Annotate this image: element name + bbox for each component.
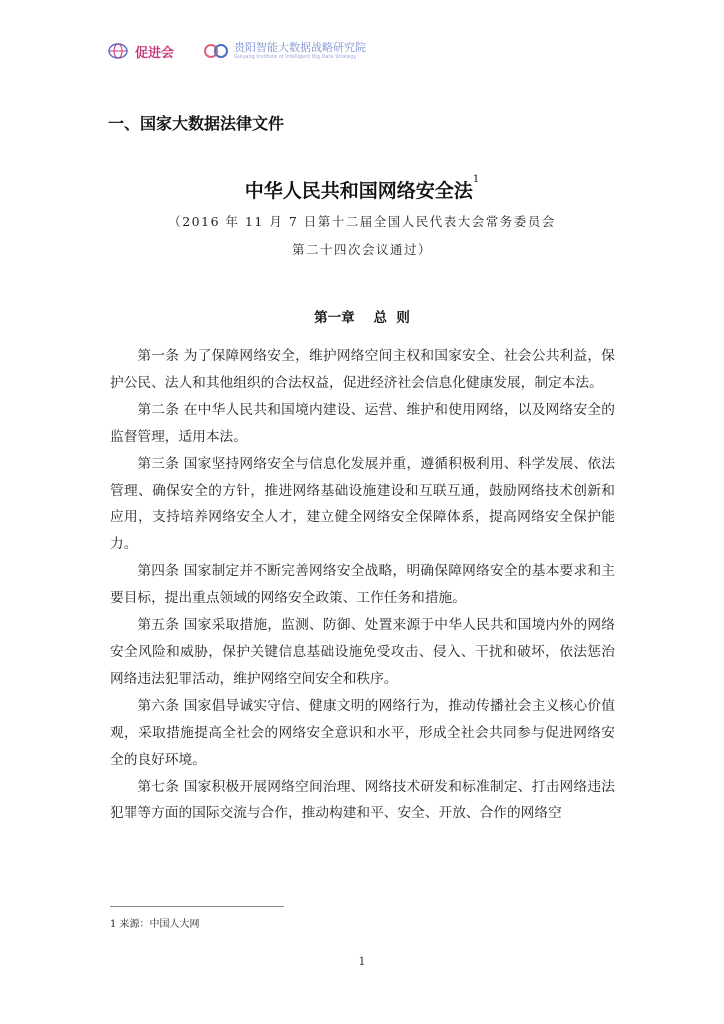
globe-logo-icon bbox=[107, 42, 129, 60]
article-3: 第三条 国家坚持网络安全与信息化发展并重，遵循积极利用、科学发展、依法管理、确保安全的方针，推进网络基础设施建设和互联互通，鼓励网络技术创新和应用，支持培养网络安全人才，建立健全网络安全保障体系，提高网络安全保护能力。 bbox=[110, 455, 615, 553]
article-2: 第二条 在中华人民共和国境内建设、运营、维护和使用网络，以及网络安全的监督管理，适用本法。 bbox=[110, 401, 615, 445]
law-title bbox=[0, 176, 724, 203]
law-subtitle-line1: （2016 年 11 月 7 日第十二届全国人民代表大会常务委员会 bbox=[168, 214, 556, 229]
research-institute-logo bbox=[202, 42, 366, 60]
law-subtitle-line2: 第二十四次会议通过） bbox=[291, 242, 432, 257]
footnote-reference[interactable]: 1 bbox=[472, 174, 480, 185]
article-1: 第一条 为了保障网络安全，维护网络空间主权和国家安全、社会公共利益，保护公民、法人和其他组织的合法权益，促进经济社会信息化健康发展，制定本法。 bbox=[110, 348, 615, 391]
article-7: 第七条 国家积极开展网络空间治理、网络技术研发和标准制定、打击网络违法犯罪等方面的国际交流与合作，推动构建和平、安全、开放、合作的网络空 bbox=[110, 778, 615, 822]
article-4: 第四条 国家制定并不断完善网络安全战略，明确保障网络安全的基本要求和主要目标，提出重点领域的网络安全政策、工作任务和措施。 bbox=[110, 563, 615, 607]
chapter-title: 第一章 总 则 bbox=[314, 310, 410, 326]
article-5: 第五条 国家采取措施，监测、防御、处置来源于中华人民共和国境内外的网络安全风险和威胁，保护关键信息基础设施免受攻击、侵入、干扰和破坏，依法惩治网络违法犯罪活动，维护网络空间安全和秩序。 bbox=[110, 617, 615, 687]
promotion-association-logo bbox=[107, 42, 174, 61]
footnote-divider bbox=[110, 906, 284, 907]
page-header bbox=[107, 40, 366, 62]
footnote: 1 来源：中国人大网 bbox=[110, 919, 200, 930]
infinity-logo-icon bbox=[202, 42, 230, 60]
page-number: 1 bbox=[358, 955, 366, 968]
law-title-text: 中华人民共和国网络安全法 bbox=[244, 180, 473, 202]
section-heading: 一、国家大数据法律文件 bbox=[108, 114, 285, 133]
logo2-title: 贵阳智能大数据战略研究院 bbox=[234, 41, 367, 54]
logo2-subtitle: Guiyang Institute of Intelligent Big Data Strategy bbox=[234, 54, 357, 60]
article-list bbox=[110, 343, 615, 827]
logo1-text: 促进会 bbox=[135, 45, 175, 61]
article-6: 第六条 国家倡导诚实守信、健康文明的网络行为，推动传播社会主义核心价值观，采取措施提高全社会的网络安全意识和水平，形成全社会共同参与促进网络安全的良好环境。 bbox=[110, 697, 615, 768]
